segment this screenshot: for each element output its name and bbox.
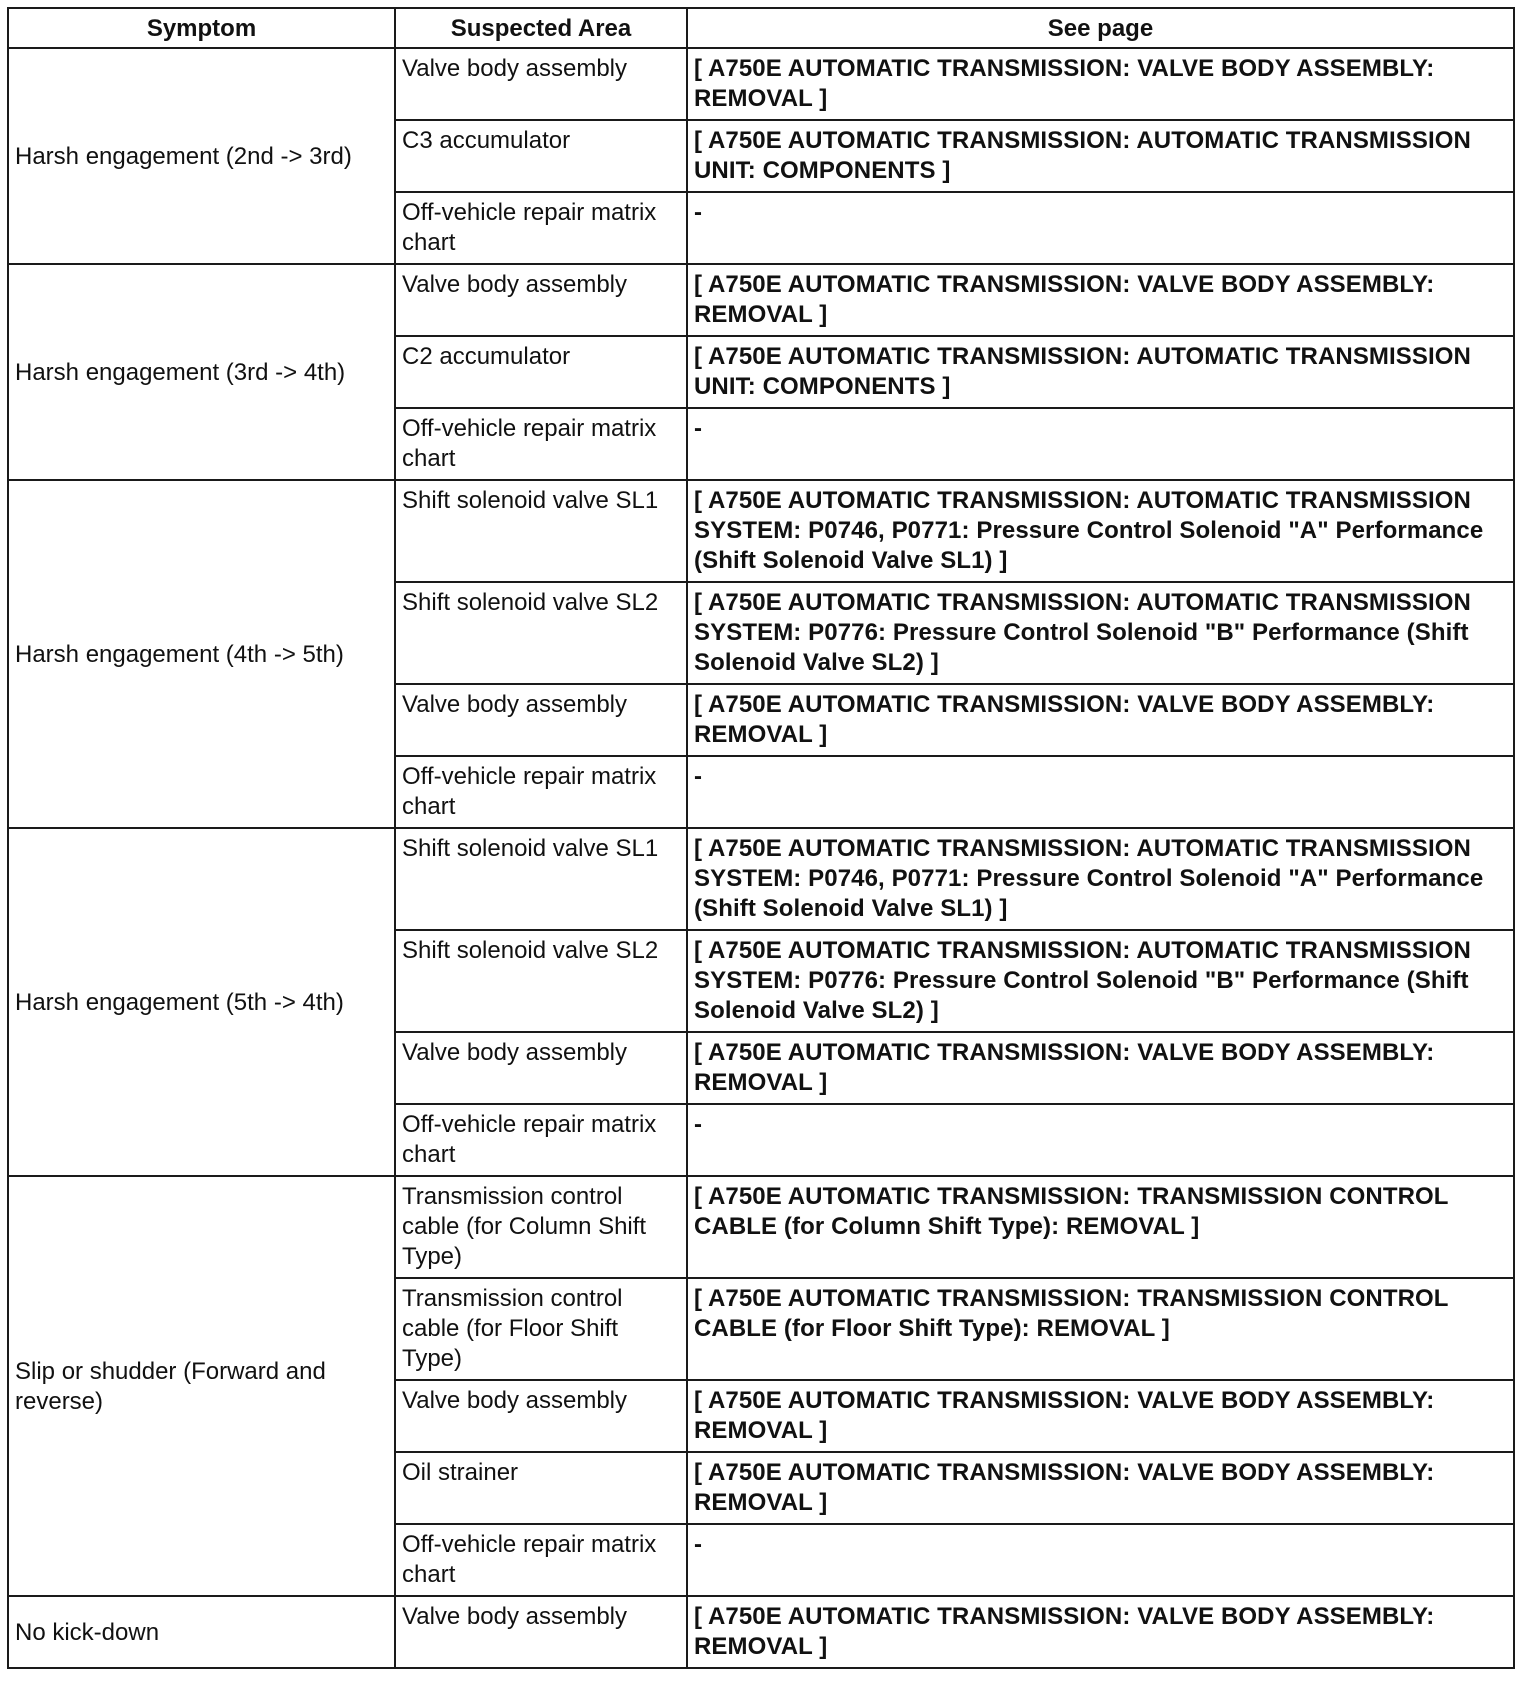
suspected-area-cell: Oil strainer [395, 1452, 687, 1524]
suspected-area-cell: Off-vehicle repair matrix chart [395, 192, 687, 264]
suspected-area-cell: Off-vehicle repair matrix chart [395, 408, 687, 480]
see-page-cell: - [687, 1524, 1514, 1596]
table-row [8, 48, 1514, 120]
see-page-link[interactable]: [ A750E AUTOMATIC TRANSMISSION: AUTOMATIC TRANSMISSION SYSTEM: P0776: Pressure Control Solenoid "B" Performance (Shift Solenoid Valve SL2) ] [687, 582, 1514, 684]
suspected-area-cell: C2 accumulator [395, 336, 687, 408]
symptom-cell: Harsh engagement (5th -> 4th) [8, 828, 395, 1176]
header-symptom: Symptom [8, 8, 395, 48]
suspected-area-cell: Off-vehicle repair matrix chart [395, 1524, 687, 1596]
see-page-cell: - [687, 756, 1514, 828]
suspected-area-cell: Valve body assembly [395, 1596, 687, 1668]
symptom-cell: No kick-down [8, 1596, 395, 1668]
see-page-cell: - [687, 1104, 1514, 1176]
see-page-link[interactable]: [ A750E AUTOMATIC TRANSMISSION: AUTOMATIC TRANSMISSION UNIT: COMPONENTS ] [687, 120, 1514, 192]
see-page-cell: - [687, 192, 1514, 264]
see-page-link[interactable]: [ A750E AUTOMATIC TRANSMISSION: VALVE BODY ASSEMBLY: REMOVAL ] [687, 264, 1514, 336]
see-page-link[interactable]: [ A750E AUTOMATIC TRANSMISSION: VALVE BODY ASSEMBLY: REMOVAL ] [687, 1452, 1514, 1524]
see-page-cell: - [687, 408, 1514, 480]
header-suspected-area: Suspected Area [395, 8, 687, 48]
table-row [8, 264, 1514, 336]
see-page-link[interactable]: [ A750E AUTOMATIC TRANSMISSION: VALVE BODY ASSEMBLY: REMOVAL ] [687, 1380, 1514, 1452]
see-page-link[interactable]: [ A750E AUTOMATIC TRANSMISSION: AUTOMATIC TRANSMISSION SYSTEM: P0746, P0771: Pressure Control Solenoid "A" Performance (Shift Solenoid Valve SL1) ] [687, 828, 1514, 930]
see-page-link[interactable]: [ A750E AUTOMATIC TRANSMISSION: VALVE BODY ASSEMBLY: REMOVAL ] [687, 684, 1514, 756]
symptom-cell: Harsh engagement (4th -> 5th) [8, 480, 395, 828]
suspected-area-cell: Off-vehicle repair matrix chart [395, 756, 687, 828]
suspected-area-cell: Valve body assembly [395, 1380, 687, 1452]
see-page-link[interactable]: [ A750E AUTOMATIC TRANSMISSION: TRANSMISSION CONTROL CABLE (for Column Shift Type): REMOVAL ] [687, 1176, 1514, 1278]
suspected-area-cell: C3 accumulator [395, 120, 687, 192]
table-row [8, 828, 1514, 930]
see-page-link[interactable]: [ A750E AUTOMATIC TRANSMISSION: VALVE BODY ASSEMBLY: REMOVAL ] [687, 1596, 1514, 1668]
table-row [8, 480, 1514, 582]
header-row [8, 8, 1514, 48]
suspected-area-cell: Shift solenoid valve SL1 [395, 828, 687, 930]
suspected-area-cell: Valve body assembly [395, 264, 687, 336]
see-page-link[interactable]: [ A750E AUTOMATIC TRANSMISSION: VALVE BODY ASSEMBLY: REMOVAL ] [687, 48, 1514, 120]
suspected-area-cell: Transmission control cable (for Floor Shift Type) [395, 1278, 687, 1380]
suspected-area-cell: Transmission control cable (for Column Shift Type) [395, 1176, 687, 1278]
table-row [8, 1596, 1514, 1668]
see-page-link[interactable]: [ A750E AUTOMATIC TRANSMISSION: TRANSMISSION CONTROL CABLE (for Floor Shift Type): REMOVAL ] [687, 1278, 1514, 1380]
suspected-area-cell: Off-vehicle repair matrix chart [395, 1104, 687, 1176]
see-page-link[interactable]: [ A750E AUTOMATIC TRANSMISSION: AUTOMATIC TRANSMISSION SYSTEM: P0746, P0771: Pressure Control Solenoid "A" Performance (Shift Solenoid Valve SL1) ] [687, 480, 1514, 582]
symptom-cell: Slip or shudder (Forward and reverse) [8, 1176, 395, 1596]
see-page-link[interactable]: [ A750E AUTOMATIC TRANSMISSION: VALVE BODY ASSEMBLY: REMOVAL ] [687, 1032, 1514, 1104]
suspected-area-cell: Valve body assembly [395, 1032, 687, 1104]
suspected-area-cell: Valve body assembly [395, 48, 687, 120]
header-see-page: See page [687, 8, 1514, 48]
suspected-area-cell: Shift solenoid valve SL2 [395, 930, 687, 1032]
symptom-cell: Harsh engagement (3rd -> 4th) [8, 264, 395, 480]
table-row [8, 1176, 1514, 1278]
suspected-area-cell: Shift solenoid valve SL1 [395, 480, 687, 582]
see-page-link[interactable]: [ A750E AUTOMATIC TRANSMISSION: AUTOMATIC TRANSMISSION SYSTEM: P0776: Pressure Control Solenoid "B" Performance (Shift Solenoid Valve SL2) ] [687, 930, 1514, 1032]
troubleshooting-table [7, 7, 1515, 1669]
suspected-area-cell: Valve body assembly [395, 684, 687, 756]
suspected-area-cell: Shift solenoid valve SL2 [395, 582, 687, 684]
symptom-cell: Harsh engagement (2nd -> 3rd) [8, 48, 395, 264]
see-page-link[interactable]: [ A750E AUTOMATIC TRANSMISSION: AUTOMATIC TRANSMISSION UNIT: COMPONENTS ] [687, 336, 1514, 408]
